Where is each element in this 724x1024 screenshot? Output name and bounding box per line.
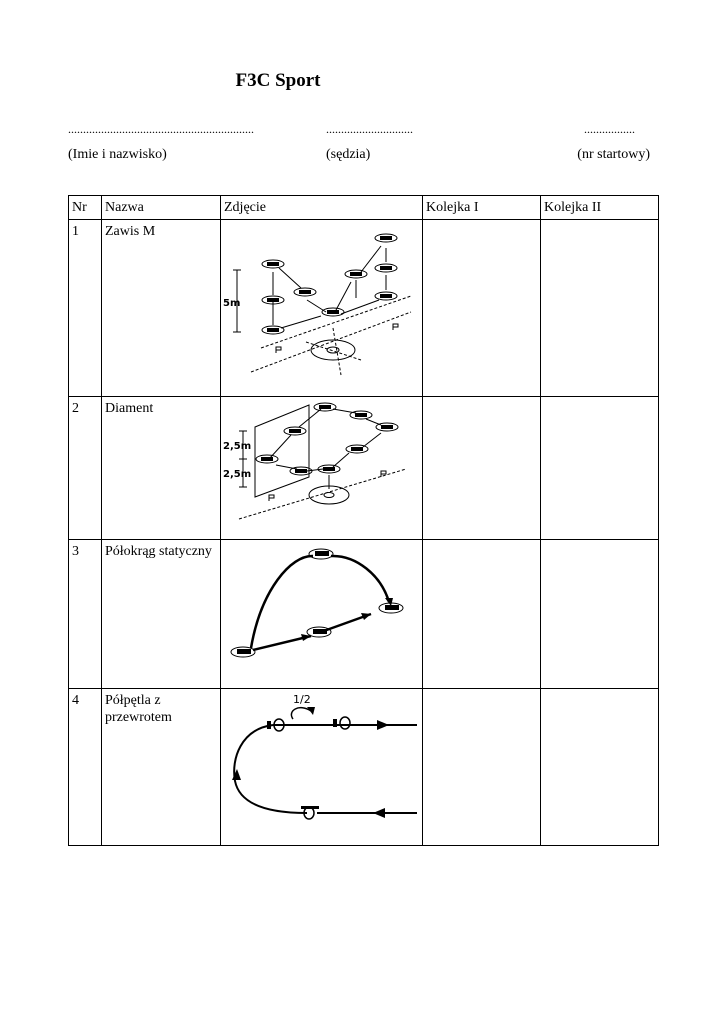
judge-dotted-line: ............................. [326,122,413,136]
name-dotted-line: .............................................................. [68,122,254,136]
row-name: Półokrąg statyczny [102,540,221,689]
number-label: (nr startowy) [577,147,650,162]
col-header-round-1: Kolejka I [423,196,541,220]
figure-cell [221,397,423,540]
table-row [69,397,659,540]
table-row [69,689,659,846]
judge-label: (sędzia) [326,147,371,162]
figure-cell [221,540,423,689]
row-nr: 3 [69,540,102,689]
round-2-score-cell[interactable] [541,397,659,540]
col-header-name: Nazwa [102,196,221,220]
col-header-image: Zdjęcie [221,196,423,220]
round-1-score-cell[interactable] [423,220,541,397]
table-header-row [69,196,659,220]
page-title: F3C Sport [235,70,321,91]
round-1-score-cell[interactable] [423,540,541,689]
round-1-score-cell[interactable] [423,397,541,540]
number-dotted-line: ................. [584,122,635,136]
col-header-nr: Nr [69,196,102,220]
row-nr: 4 [69,689,102,846]
figure-cell [221,220,423,397]
half-roll-label: 1/2 [293,693,311,706]
name-label: (Imie i nazwisko) [68,147,167,162]
row-name: Diament [102,397,221,540]
col-header-round-2: Kolejka II [541,196,659,220]
figure-cell [221,689,423,846]
round-2-score-cell[interactable] [541,220,659,397]
height-label: 5m [223,298,241,309]
row-nr: 2 [69,397,102,540]
row-name: Zawis M [102,220,221,397]
table-row [69,540,659,689]
hover-m-diagram [221,220,421,394]
diamond-diagram [221,397,421,537]
row-nr: 1 [69,220,102,397]
height-label-upper: 2,5m [223,441,252,452]
table-row [69,220,659,397]
semicircle-diagram [221,540,421,688]
round-1-score-cell[interactable] [423,689,541,846]
round-2-score-cell[interactable] [541,689,659,846]
row-name: Półpętla z przewrotem [102,689,221,846]
scoring-table [68,195,659,846]
height-label-lower: 2,5m [223,469,252,480]
half-loop-roll-diagram [221,689,421,845]
round-2-score-cell[interactable] [541,540,659,689]
